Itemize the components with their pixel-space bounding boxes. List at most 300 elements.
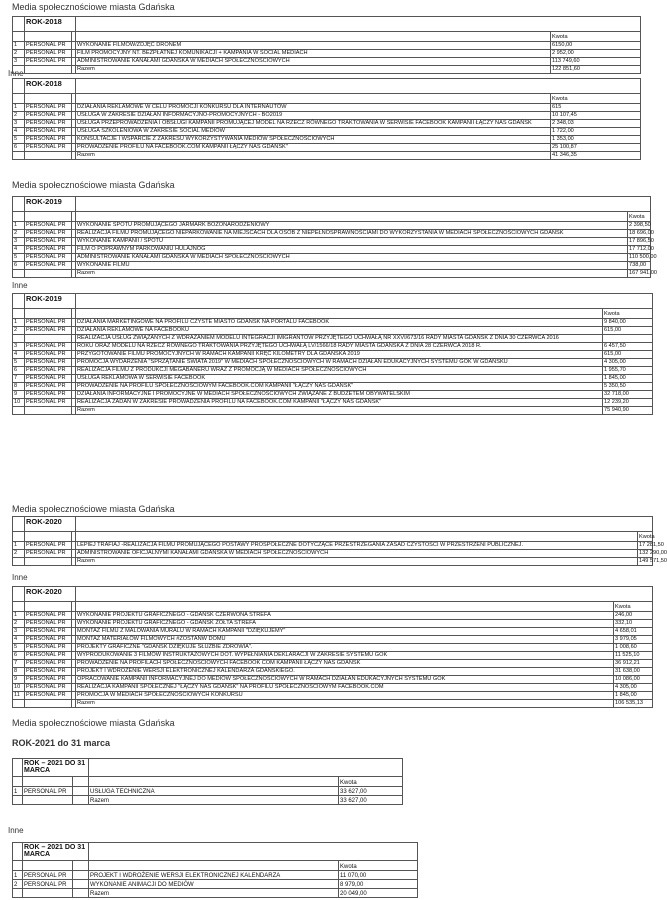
table-row [13, 399, 653, 407]
amount: 1 353,00 [551, 136, 641, 144]
year-label: ROK-2019 [25, 294, 76, 309]
blank-cell [76, 294, 653, 309]
section-title: Media społecznościowe miasta Gdańska [12, 718, 175, 728]
table-row [13, 692, 653, 700]
total-amount: 75 940,90 [603, 407, 653, 415]
table-row [13, 327, 653, 335]
total-row [13, 66, 641, 74]
row-number: 10 [13, 399, 25, 407]
table-row [13, 636, 653, 644]
amount: 31 638,00 [614, 668, 653, 676]
contractor-name: PERSONAL PR [25, 120, 72, 128]
row-number: 3 [13, 238, 25, 246]
row-number: 9 [13, 391, 25, 399]
contractor-name: PERSONAL PR [25, 254, 72, 262]
inne-label: Inne [12, 573, 28, 582]
blank-cell [13, 517, 25, 532]
kwota-header: Kwota [339, 861, 418, 871]
blank-cell [25, 66, 72, 74]
table-row [13, 676, 653, 684]
year-row [13, 79, 641, 94]
contractor-name: PERSONAL PR [25, 319, 72, 327]
row-number: 8 [13, 383, 25, 391]
contractor-name: PERSONAL PR [25, 351, 72, 359]
section-title: Media społecznościowe miasta Gdańska [12, 2, 175, 12]
blank-cell [13, 861, 23, 871]
contractor-name: PERSONAL PR [25, 391, 72, 399]
header-row [13, 602, 653, 612]
service-description: USŁUGA SZKOLENIOWA W ZAKRESIE SOCIAL MEDIÓW [76, 128, 551, 136]
blank-cell [76, 32, 551, 42]
contractor-name: PERSONAL PR [23, 880, 73, 889]
service-description: REALIZACJA FILMU Z PRODUKCJI MEGABANERU WRAZ Z PROMOCJĄ W MEDIACH SPOŁECZNOŚCIOWYCH [76, 367, 603, 375]
table-row [13, 42, 641, 50]
kwota-header: Kwota [628, 212, 651, 222]
contractor-name: PERSONAL PR [25, 628, 72, 636]
service-description: ADMINISTROWANIE OFICJALNYMI KANAŁAMI GDAŃSKA W MEDIACH SPOŁECZNOŚCIOWYCH [76, 550, 638, 558]
row-number: 2 [13, 50, 25, 58]
amount: 113 749,60 [551, 58, 641, 66]
total-label: Razem [76, 152, 551, 160]
total-amount: 149 571,50 [639, 558, 667, 565]
amount: 4 658,01 [614, 628, 653, 636]
table-row [13, 104, 641, 112]
service-description: USŁUGA PRZEPROWADZENIA I OBSŁUGI KAMPANII PROMUJĄCEJ MODEL NA RZECZ RÓWNEGO TRAKTOWANIA W SERWISIE FACEBOOK KAMPANII ŁĄCZY NAS GDAŃSK [76, 120, 551, 128]
row-number: 1 [13, 787, 23, 796]
blank-cell [13, 270, 25, 278]
table-row [13, 620, 653, 628]
year-row [13, 843, 418, 861]
inne-label: Inne [8, 826, 24, 835]
amount: 1 722,00 [551, 128, 641, 136]
contractor-name: PERSONAL PR [25, 668, 72, 676]
amount: 1 845,00 [614, 692, 653, 700]
total-row [13, 889, 418, 898]
service-description: USŁUGA REKLAMOWA W SERWISIE FACEBOOK [76, 375, 603, 383]
blank-cell [76, 79, 641, 94]
table-row [13, 50, 641, 58]
blank-cell [89, 843, 418, 861]
service-description: PROJEKTY GRAFICZNE "GDAŃSK DZIĘKUJE SŁUŻBIE ZDROWIA". [76, 644, 614, 652]
row-number: 6 [13, 262, 25, 270]
amount: 11 525,10 [614, 652, 653, 660]
amount: 17 896,50 [629, 238, 654, 245]
expense-table [12, 586, 653, 708]
kwota-header: Kwota [551, 32, 641, 42]
contractor-name: PERSONAL PR [25, 222, 72, 230]
total-amount: 33 627,00 [339, 796, 403, 805]
service-description: PROWADZENIE NA PROFILACH SPOŁECZNOŚCIOWYCH FACEBOOK COM KAMPANII ŁĄCZY NAS GDAŃSK [76, 660, 614, 668]
inne-label: Inne [8, 69, 24, 78]
service-description: KONSULTACJE I WSPARCIE Z ZAKRESU WYKORZYSTYWANIA MEDIÓW SPOŁECZNOŚCIOWYCH [76, 136, 551, 144]
row-number: 1 [13, 612, 25, 620]
expense-table [12, 293, 653, 415]
amount: 246,00 [614, 612, 653, 620]
blank-cell [25, 212, 72, 222]
blank-cell [25, 309, 72, 319]
expense-table [12, 842, 418, 898]
table-row [13, 112, 641, 120]
section-title: Media społecznościowe miasta Gdańska [12, 180, 175, 190]
blank-cell [13, 32, 25, 42]
amount: 1 955,70 [603, 367, 653, 375]
blank-cell [89, 861, 339, 871]
contractor-name: PERSONAL PR [25, 399, 72, 407]
amount: 615,00 [603, 351, 653, 359]
table-row [13, 254, 651, 262]
amount: 17 281,50 [639, 542, 664, 549]
service-description: PROJEKT I WDROŻENIE WERSJI ELEKTRONICZNEJ KALENDARZA [89, 871, 339, 880]
service-description: PROMOCJA W MEDIACH SPOŁECZNOŚCIOWYCH KONKURSU [76, 692, 614, 700]
service-description: PROWADZENIE PROFILU NA FACEBOOK.COM KAMPANII ŁĄCZY NAS GDAŃSK" [76, 144, 551, 152]
blank-cell [13, 66, 25, 74]
blank-cell [13, 700, 25, 708]
table-row [13, 246, 651, 254]
kwota-header: Kwota [603, 309, 653, 319]
service-description: MONTAŻ MATERIAŁÓW FILMOWYCH #ZOSTAŃW DOMU [76, 636, 614, 644]
contractor-name: PERSONAL PR [23, 787, 73, 796]
contractor-name: PERSONAL PR [25, 58, 72, 66]
amount: 6150,00 [551, 42, 641, 50]
service-description: ADMINISTROWANIE KANAŁAMI GDAŃSKA W MEDIACH SPOŁECZNOŚCIOWYCH [76, 58, 551, 66]
total-amount: 122 851,60 [551, 66, 641, 74]
table-row [13, 375, 653, 383]
blank-cell [25, 407, 72, 415]
contractor-name: PERSONAL PR [25, 50, 72, 58]
blank-cell [25, 532, 72, 542]
row-number: 4 [13, 128, 25, 136]
amount: 10 107,45 [551, 112, 641, 120]
blank-cell [13, 796, 23, 805]
total-label: Razem [76, 407, 603, 415]
row-number: 3 [13, 58, 25, 66]
amount: 4 305,00 [614, 684, 653, 692]
blank-cell [23, 777, 73, 787]
total-amount: 106 535,13 [614, 700, 653, 708]
row-number: 8 [13, 668, 25, 676]
blank-cell [13, 79, 25, 94]
row-number: 10 [13, 684, 25, 692]
service-description: FILM PROMOCYJNY NT. BEZPŁATNEJ KOMUNIKACJI + KAMPANIA W SOCIAL MEDIACH [76, 50, 551, 58]
amount: 332,10 [614, 620, 653, 628]
row-number: 4 [13, 246, 25, 254]
amount: 3 979,05 [614, 636, 653, 644]
total-label: Razem [76, 270, 628, 278]
row-number: 1 [13, 871, 23, 880]
contractor-name [25, 335, 72, 343]
contractor-name: PERSONAL PR [25, 42, 72, 50]
row-number: 1 [13, 42, 25, 50]
service-description: OPRACOWANIE KAMPANII INFORMACYJNEJ DO MEDIÓW SPOŁECZNOŚCIOWYCH W RAMACH DZIAŁAŃ EDUKACYJNYCH SYSTEMU GOK [76, 676, 614, 684]
blank-cell [76, 94, 551, 104]
table-row [13, 222, 651, 230]
row-number: 4 [13, 636, 25, 644]
blank-cell [13, 17, 25, 32]
contractor-name: PERSONAL PR [25, 359, 72, 367]
year-label: ROK – 2021 DO 31 MARCA [23, 759, 89, 777]
row-number: 5 [13, 644, 25, 652]
table-row [13, 684, 653, 692]
table-row [13, 262, 651, 270]
table-row [13, 550, 653, 558]
amount: 738,00 [628, 262, 651, 270]
blank-cell [25, 602, 72, 612]
table-row [13, 383, 653, 391]
blank-cell [13, 777, 23, 787]
row-number: 1 [13, 319, 25, 327]
service-description: WYKONANIE PROJEKTU GRAFICZNEGO - GDAŃSK CZERWONA STREFA [76, 612, 614, 620]
amount [603, 335, 653, 343]
row-number [13, 335, 25, 343]
service-description: LEPIEJ TRAFIAJ -REALIZACJA FILMU PROMUJĄCEGO POSTAWY PROSPOŁECZNE DOTYCZĄCE PRZESTRZEGANIA ZASAD CZYSTOŚCI W PRZESTRZENI PUBLICZNEJ. [76, 542, 638, 550]
amount: 5 350,50 [603, 383, 653, 391]
row-number: 3 [13, 628, 25, 636]
amount: 4 305,00 [603, 359, 653, 367]
year-label: ROK-2020 [25, 587, 76, 602]
row-number: 1 [13, 222, 25, 230]
service-description: PRZYGOTOWANIE FILMU PROMOCYJNYCH W RAMACH KAMPANII KRĘĆ KILOMETRY DLA GDAŃSKA 2019 [76, 351, 603, 359]
blank-cell [89, 777, 339, 787]
service-description: ROKU ORAZ MODELU NA RZECZ RÓWNEGO TRAKTOWANIA PRZYJĘTEGO UCHWAŁĄ LV/1566/18 RADY MIASTA GDAŃSKA Z DNIA 28 CZERWCA 2018 R. [76, 343, 603, 351]
contractor-name: PERSONAL PR [25, 542, 72, 550]
blank-cell [73, 889, 89, 898]
contractor-name: PERSONAL PR [25, 692, 72, 700]
contractor-name: PERSONAL PR [25, 230, 72, 238]
table-row [13, 644, 653, 652]
table-row [13, 238, 651, 246]
year-row [13, 17, 641, 32]
contractor-name: PERSONAL PR [25, 104, 72, 112]
service-description: PROJEKT I WDROŻENIE WERSJI ELEKTRONICZNEJ KALENDARZA GDAŃSKIEGO. [76, 668, 614, 676]
blank-cell [23, 861, 73, 871]
service-description: REALIZACJA FILMU PROMUJĄCEGO NIEPARKOWANIE NA MIEJSCACH DLA OSÓB Z NIEPEŁNOSPRAWNOŚCIAMI DO WYKORZYSTANIA W MEDIACH SPOŁECZNOŚCIOWYCH GDAŃSK [76, 230, 628, 238]
total-row [13, 558, 653, 566]
table-row [13, 391, 653, 399]
service-description: WYKONANIE FILMU [76, 262, 628, 270]
contractor-name: PERSONAL PR [25, 550, 72, 558]
amount: 36 912,21 [614, 660, 653, 668]
amount: 615,00 [603, 327, 653, 335]
contractor-name: PERSONAL PR [25, 684, 72, 692]
blank-cell [73, 787, 89, 796]
blank-cell [13, 407, 25, 415]
header-row [13, 777, 403, 787]
kwota-header: Kwota [638, 532, 653, 542]
table-row [13, 787, 403, 796]
blank-cell [73, 777, 89, 787]
table-row [13, 652, 653, 660]
table-row [13, 120, 641, 128]
blank-cell [25, 152, 72, 160]
blank-cell [73, 861, 89, 871]
service-description: WYKONANIE PROJEKTU GRAFICZNEGO - GDAŃSK ŻÓŁTA STREFA [76, 620, 614, 628]
contractor-name: PERSONAL PR [25, 375, 72, 383]
row-number: 3 [13, 343, 25, 351]
amount: 12 239,20 [603, 399, 653, 407]
service-description: REALIZACJA USŁUG ZWIĄZANYCH Z WDRAŻANIEM MODELU INTEGRACJI IMIGRANTÓW PRZYJĘTEGO UCHWAŁĄ NR XXVI/673/16 RADY MIASTA GDAŃSK Z DNIA 30 CZERWCA 2016 [76, 335, 603, 343]
amount: 615 [551, 104, 641, 112]
contractor-name: PERSONAL PR [25, 620, 72, 628]
kwota-header: Kwota [339, 777, 403, 787]
contractor-name: PERSONAL PR [25, 112, 72, 120]
amount: 1 845,00 [603, 375, 653, 383]
blank-cell [13, 602, 25, 612]
kwota-header: Kwota [551, 94, 641, 104]
table-row [13, 136, 641, 144]
header-row [13, 94, 641, 104]
row-number: 11 [13, 692, 25, 700]
row-number: 5 [13, 359, 25, 367]
table-row [13, 230, 651, 238]
blank-cell [23, 889, 73, 898]
row-number: 7 [13, 375, 25, 383]
row-number: 6 [13, 652, 25, 660]
expense-table [12, 196, 658, 278]
blank-cell [13, 587, 25, 602]
amount: 11 070,00 [339, 871, 418, 880]
blank-cell [25, 270, 72, 278]
table-row [13, 319, 653, 327]
service-description: WYKONANIE ANIMACJI DO MEDIÓW [89, 880, 339, 889]
blank-cell [25, 558, 72, 566]
blank-cell [13, 212, 25, 222]
header-row [13, 861, 418, 871]
total-amount: 167 941,00 [629, 270, 658, 277]
total-label: Razem [89, 889, 339, 898]
total-label: Razem [89, 796, 339, 805]
service-description: REALIZACJA ZADAŃ W ZAKRESIE PROWADZENIA PROFILU NA FACEBOOK.COM KAMPANII "ŁĄCZY NAS GDAŃSK" [76, 399, 603, 407]
blank-cell [13, 197, 25, 212]
blank-cell [76, 17, 641, 32]
row-number: 2 [13, 880, 23, 889]
contractor-name: PERSONAL PR [25, 327, 72, 335]
blank-cell [25, 700, 72, 708]
blank-cell [13, 94, 25, 104]
row-number: 9 [13, 676, 25, 684]
table-row [13, 351, 653, 359]
total-label: Razem [76, 66, 551, 74]
blank-cell [13, 532, 25, 542]
contractor-name: PERSONAL PR [25, 383, 72, 391]
table-row [13, 660, 653, 668]
service-description: ADMINISTROWANIE KANAŁAMI GDAŃSKA W MEDIACH SPOŁECZNOŚCIOWYCH [76, 254, 628, 262]
contractor-name: PERSONAL PR [23, 871, 73, 880]
blank-cell [25, 94, 72, 104]
row-number: 6 [13, 367, 25, 375]
blank-cell [89, 759, 403, 777]
blank-cell [76, 517, 653, 532]
blank-cell [76, 532, 638, 542]
contractor-name: PERSONAL PR [25, 128, 72, 136]
row-number: 2 [13, 112, 25, 120]
service-description: USŁUGA W ZAKRESIE DZIAŁAŃ INFORMACYJNO-PROMOCYJNYCH - BO2019 [76, 112, 551, 120]
total-label: Razem [76, 700, 614, 708]
year-row [13, 759, 403, 777]
contractor-name: PERSONAL PR [25, 367, 72, 375]
blank-cell [76, 587, 653, 602]
contractor-name: PERSONAL PR [25, 343, 72, 351]
table-row [13, 668, 653, 676]
section-title: Media społecznościowe miasta Gdańska [12, 504, 175, 514]
amount: 6 457,50 [603, 343, 653, 351]
contractor-name: PERSONAL PR [25, 636, 72, 644]
total-row [13, 270, 651, 278]
amount: 25 100,87 [551, 144, 641, 152]
service-description: PROWADZENIE NA PROFILU SPOŁECZNOŚCIOWYM FACEBOOK.COM KAMPANII "ŁĄCZY NAS GDAŃSK" [76, 383, 603, 391]
contractor-name: PERSONAL PR [25, 238, 72, 246]
table-row [13, 880, 418, 889]
blank-cell [13, 759, 23, 777]
service-description: PROMOCJA WYDARZENIA "SPRZĄTANIE ŚWIATA 2019" W MEDIACH SPOŁECZNOŚCIOWYCH W RAMACH DZIAŁAŃ EDUKACYJNYCH SYSTEMU GOK W GDAŃSKU [76, 359, 603, 367]
table-row [13, 343, 653, 351]
header-row [13, 309, 653, 319]
table-row [13, 542, 653, 550]
blank-cell [73, 796, 89, 805]
row-number: 4 [13, 351, 25, 359]
year-row [13, 587, 653, 602]
total-amount: 20 049,00 [339, 889, 418, 898]
contractor-name: PERSONAL PR [25, 676, 72, 684]
year-label: ROK-2019 [25, 197, 76, 212]
expense-table [12, 516, 667, 566]
total-row [13, 152, 641, 160]
year-label: ROK-2020 [25, 517, 76, 532]
header-row [13, 532, 653, 542]
kwota-header: Kwota [614, 602, 653, 612]
service-description: MONTAŻ FILMU Z MALOWANIA MURALU W RAMACH KAMPANII "DZIĘKUJEMY" [76, 628, 614, 636]
blank-cell [76, 197, 651, 212]
blank-cell [73, 871, 89, 880]
service-description: USŁUGA TECHNICZNA [89, 787, 339, 796]
blank-cell [13, 889, 23, 898]
blank-cell [13, 294, 25, 309]
blank-cell [13, 309, 25, 319]
year-label: ROK-2018 [25, 79, 76, 94]
row-number: 6 [13, 144, 25, 152]
table-row [13, 58, 641, 66]
expense-table [12, 758, 403, 805]
blank-cell [25, 32, 72, 42]
table-row [13, 628, 653, 636]
row-number: 5 [13, 254, 25, 262]
total-amount: 41 346,35 [551, 152, 641, 160]
service-description: FILM O POPRAWNYM PARKOWANIU HULAJNÓG [76, 246, 628, 254]
expense-table [12, 78, 641, 160]
service-description: DZIAŁANIA REKLAMOWE W CELU PROMOCJI KONKURSU DLA INTERNAUTÓW [76, 104, 551, 112]
total-label: Razem [76, 558, 638, 566]
year-label: ROK – 2021 DO 31 MARCA [23, 843, 89, 861]
amount: 10 086,00 [614, 676, 653, 684]
service-description: DZIAŁANIA REKLAMOWE NA FACEBOOKU [76, 327, 603, 335]
amount: 2 398,50 [629, 222, 651, 229]
service-description: REALIZACJA KAMPANII SPOŁECZNEJ "ŁĄCZY NAS GDAŃSK" NA PROFILU SPOŁECZNOŚCIOWYM FACEBOOK.COM [76, 684, 614, 692]
service-description: WYKONANIE KAMPANII / SPOTU [76, 238, 628, 246]
year-label: ROK-2018 [25, 17, 76, 32]
amount: 1 008,60 [614, 644, 653, 652]
row-number: 3 [13, 120, 25, 128]
amount: 9 840,00 [603, 319, 653, 327]
contractor-name: PERSONAL PR [25, 246, 72, 254]
blank-cell [23, 796, 73, 805]
contractor-name: PERSONAL PR [25, 262, 72, 270]
contractor-name: PERSONAL PR [25, 652, 72, 660]
row-number: 1 [13, 542, 25, 550]
contractor-name: PERSONAL PR [25, 660, 72, 668]
blank-cell [73, 880, 89, 889]
row-number: 1 [13, 104, 25, 112]
blank-cell [13, 843, 23, 861]
service-description: WYKONANIE FILMÓW/ZDJĘĆ DRONEM [76, 42, 551, 50]
